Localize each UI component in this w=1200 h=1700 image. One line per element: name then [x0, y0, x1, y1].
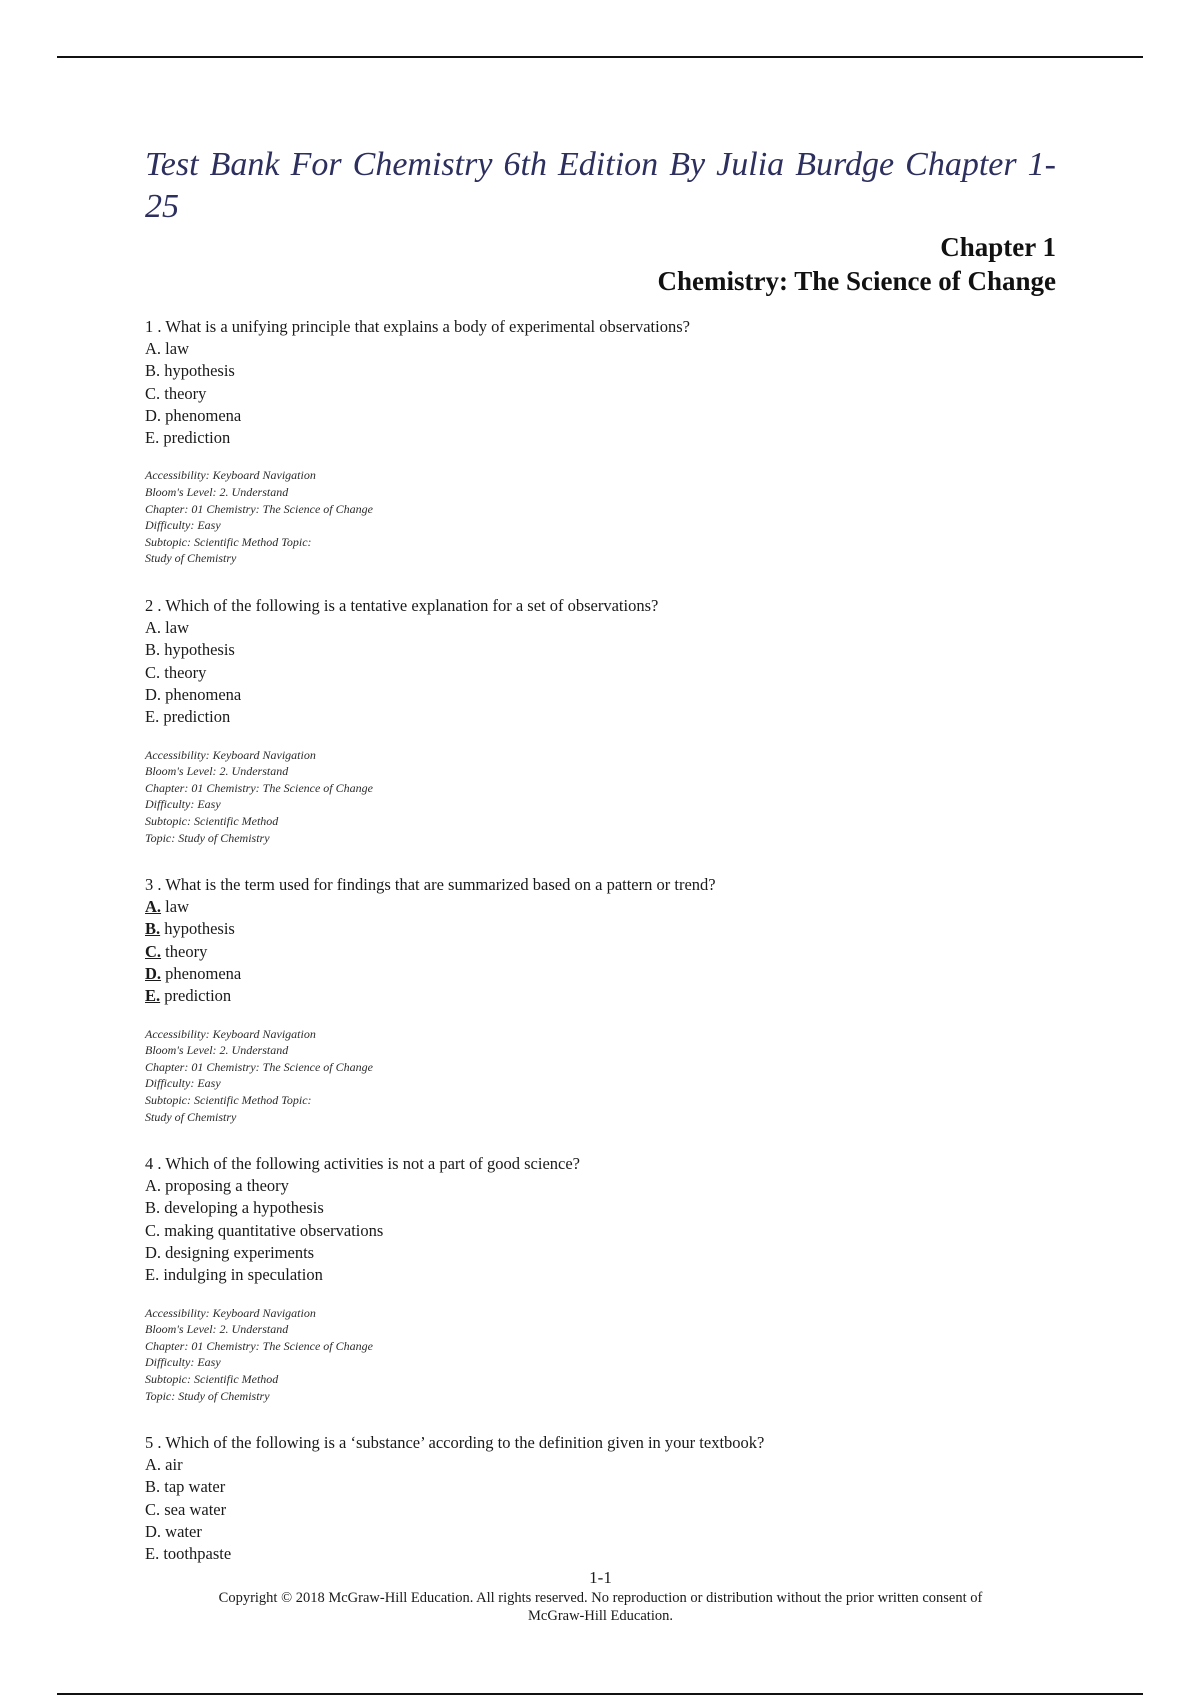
- meta-line: Chapter: 01 Chemistry: The Science of Change: [145, 501, 373, 516]
- meta-line: Difficulty: Easy: [145, 1355, 221, 1370]
- answer-option-c: [145, 941, 1056, 963]
- option-text: theory: [161, 941, 208, 961]
- top-rule: [57, 56, 1143, 58]
- answer-option-b: [145, 1476, 1056, 1498]
- option-letter: D.: [145, 684, 162, 704]
- option-letter: C.: [145, 1220, 161, 1240]
- meta-line: Bloom's Level: 2. Understand: [145, 485, 289, 500]
- question-4: [145, 1153, 1056, 1404]
- question-metadata: [145, 467, 1056, 567]
- meta-line: Subtopic: Scientific Method: [145, 813, 279, 828]
- option-text: prediction: [159, 428, 231, 448]
- answer-option-b: [145, 360, 1056, 382]
- question-metadata: [145, 1305, 1056, 1405]
- option-text: indulging in speculation: [159, 1265, 323, 1285]
- meta-line: Accessibility: Keyboard Navigation: [145, 468, 316, 483]
- option-letter: A.: [145, 1455, 162, 1475]
- answer-option-c: [145, 1220, 1056, 1242]
- answer-option-a: [145, 338, 1056, 360]
- option-text: phenomena: [161, 405, 242, 425]
- copyright-line: Copyright © 2018 McGraw-Hill Education. All rights reserved. No reproduction or distribution without the prior written consent of: [218, 1590, 983, 1606]
- question-2: [145, 595, 1056, 846]
- question-5: [145, 1432, 1056, 1565]
- option-letter: C.: [145, 1499, 161, 1519]
- option-text: air: [161, 1455, 183, 1475]
- page-number: 1-1: [589, 1568, 612, 1587]
- option-text: developing a hypothesis: [160, 1198, 324, 1218]
- option-letter: E.: [145, 428, 160, 448]
- option-letter: D.: [145, 963, 162, 983]
- option-text: water: [161, 1522, 202, 1542]
- page-footer: [145, 1567, 1056, 1625]
- question-metadata: [145, 1026, 1056, 1126]
- option-letter: C.: [145, 941, 162, 961]
- option-letter: D.: [145, 405, 162, 425]
- meta-line: Chapter: 01 Chemistry: The Science of Change: [145, 1059, 373, 1074]
- option-letter: A.: [145, 897, 162, 917]
- answer-option-b: [145, 918, 1056, 940]
- option-text: phenomena: [161, 684, 242, 704]
- meta-line: Subtopic: Scientific Method Topic:: [145, 534, 312, 549]
- option-letter: D.: [145, 1522, 162, 1542]
- answer-option-b: [145, 639, 1056, 661]
- answer-options: [145, 1175, 1056, 1286]
- answer-options: [145, 1454, 1056, 1565]
- meta-line: Bloom's Level: 2. Understand: [145, 1322, 289, 1337]
- answer-option-a: [145, 1175, 1056, 1197]
- meta-line: Bloom's Level: 2. Understand: [145, 764, 289, 779]
- option-letter: E.: [145, 707, 160, 727]
- option-text: prediction: [160, 986, 232, 1006]
- question-stem: 2 . Which of the following is a tentative explanation for a set of observations?: [145, 596, 659, 616]
- option-letter: C.: [145, 383, 161, 403]
- answer-option-d: [145, 1242, 1056, 1264]
- option-text: tap water: [160, 1477, 226, 1497]
- question-stem: 4 . Which of the following activities is not a part of good science?: [145, 1154, 580, 1174]
- meta-line: Difficulty: Easy: [145, 518, 221, 533]
- option-text: law: [161, 618, 189, 638]
- option-letter: E.: [145, 986, 161, 1006]
- meta-line: Bloom's Level: 2. Understand: [145, 1043, 289, 1058]
- option-letter: C.: [145, 662, 161, 682]
- option-letter: B.: [145, 640, 161, 660]
- option-text: designing experiments: [161, 1243, 315, 1263]
- meta-line: Topic: Study of Chemistry: [145, 830, 270, 845]
- answer-option-a: [145, 617, 1056, 639]
- option-letter: A.: [145, 339, 162, 358]
- meta-line: Chapter: 01 Chemistry: The Science of Change: [145, 780, 373, 795]
- option-text: theory: [160, 662, 207, 682]
- meta-line: Chapter: 01 Chemistry: The Science of Change: [145, 1338, 373, 1353]
- meta-line: Accessibility: Keyboard Navigation: [145, 1305, 316, 1320]
- option-letter: B.: [145, 919, 161, 939]
- option-text: law: [161, 339, 189, 358]
- option-letter: A.: [145, 618, 162, 638]
- answer-option-e: [145, 1543, 1056, 1565]
- meta-line: Topic: Study of Chemistry: [145, 1388, 270, 1403]
- answer-option-d: [145, 405, 1056, 427]
- answer-options: [145, 338, 1056, 449]
- question-stem: 3 . What is the term used for findings that are summarized based on a pattern or trend?: [145, 875, 716, 895]
- answer-option-e: [145, 985, 1056, 1007]
- chapter-name: Chemistry: The Science of Change: [657, 266, 1056, 296]
- option-text: sea water: [160, 1499, 227, 1519]
- question-stem: 1 . What is a unifying principle that explains a body of experimental observations?: [145, 317, 690, 336]
- answer-option-e: [145, 1264, 1056, 1286]
- answer-option-c: [145, 383, 1056, 405]
- meta-line: Accessibility: Keyboard Navigation: [145, 747, 316, 762]
- option-letter: E.: [145, 1265, 160, 1285]
- question-3: [145, 874, 1056, 1125]
- meta-line: Accessibility: Keyboard Navigation: [145, 1026, 316, 1041]
- option-text: hypothesis: [160, 640, 235, 660]
- answer-option-e: [145, 706, 1056, 728]
- question-stem: 5 . Which of the following is a ‘substance’ according to the definition given in your textbook?: [145, 1433, 765, 1453]
- answer-option-c: [145, 1499, 1056, 1521]
- answer-option-d: [145, 684, 1056, 706]
- option-letter: B.: [145, 1477, 161, 1497]
- answer-options: [145, 617, 1056, 728]
- answer-option-c: [145, 662, 1056, 684]
- question-list: [145, 316, 1056, 1566]
- option-letter: D.: [145, 1243, 162, 1263]
- option-text: phenomena: [161, 963, 242, 983]
- option-letter: A.: [145, 1176, 162, 1196]
- meta-line: Study of Chemistry: [145, 551, 237, 566]
- option-text: toothpaste: [159, 1544, 232, 1564]
- option-text: proposing a theory: [161, 1176, 289, 1196]
- answer-option-d: [145, 963, 1056, 985]
- question-1: [145, 316, 1056, 567]
- answer-option-d: [145, 1521, 1056, 1543]
- answer-option-e: [145, 427, 1056, 449]
- answer-option-a: [145, 896, 1056, 918]
- option-text: making quantitative observations: [160, 1220, 384, 1240]
- option-letter: E.: [145, 1544, 160, 1564]
- option-text: prediction: [159, 707, 231, 727]
- option-text: law: [161, 897, 189, 917]
- copyright-line: McGraw-Hill Education.: [528, 1608, 673, 1624]
- option-text: theory: [160, 383, 207, 403]
- chapter-heading: [145, 230, 1056, 298]
- question-metadata: [145, 747, 1056, 847]
- meta-line: Subtopic: Scientific Method: [145, 1372, 279, 1386]
- bottom-rule: [57, 1693, 1143, 1695]
- answer-option-a: [145, 1454, 1056, 1476]
- option-letter: B.: [145, 1198, 161, 1218]
- document-title: Test Bank For Chemistry 6th Edition By Julia Burdge Chapter 1-25: [145, 146, 1056, 225]
- meta-line: Subtopic: Scientific Method Topic:: [145, 1092, 312, 1107]
- option-letter: B.: [145, 361, 161, 381]
- option-text: hypothesis: [160, 361, 235, 381]
- meta-line: Study of Chemistry: [145, 1109, 237, 1124]
- option-text: hypothesis: [160, 919, 235, 939]
- answer-option-b: [145, 1197, 1056, 1219]
- chapter-number: Chapter 1: [940, 232, 1056, 262]
- answer-options: [145, 896, 1056, 1007]
- meta-line: Difficulty: Easy: [145, 797, 221, 812]
- meta-line: Difficulty: Easy: [145, 1076, 221, 1091]
